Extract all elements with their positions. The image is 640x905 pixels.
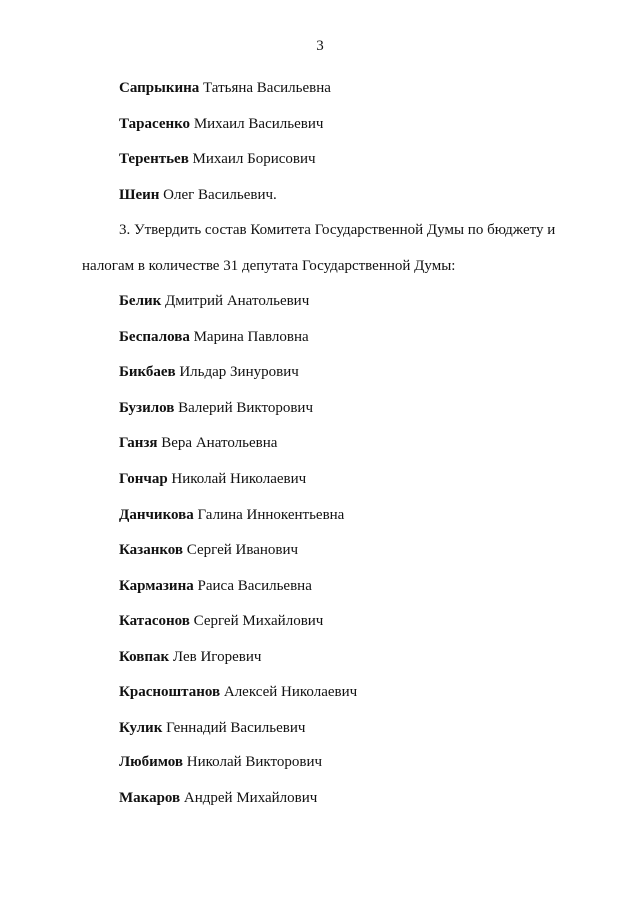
- member-surname: Ганзя: [119, 435, 158, 451]
- member-given-names: Вера Анатольевна: [161, 435, 278, 451]
- member-surname: Бикбаев: [119, 364, 176, 380]
- member-entry: [119, 612, 323, 630]
- member-given-names: Олег Васильевич.: [163, 187, 277, 203]
- member-surname: Бузилов: [119, 400, 175, 416]
- member-surname: Данчикова: [119, 507, 194, 523]
- member-surname: Красноштанов: [119, 684, 221, 700]
- member-given-names: Андрей Михайлович: [183, 790, 318, 806]
- member-entry: [119, 683, 357, 701]
- member-entry: [119, 789, 317, 807]
- member-surname: Макаров: [119, 790, 181, 806]
- member-given-names: Ильдар Зинурович: [179, 364, 299, 380]
- member-given-names: Николай Викторович: [186, 754, 323, 770]
- member-entry: [119, 150, 316, 168]
- member-surname: Гончар: [119, 471, 168, 487]
- member-entry: [119, 328, 309, 346]
- member-given-names: Галина Иннокентьевна: [197, 507, 345, 523]
- member-surname: Любимов: [119, 754, 184, 770]
- member-surname: Беспалова: [119, 329, 190, 345]
- member-entry: [119, 434, 277, 452]
- member-surname: Катасонов: [119, 613, 190, 629]
- member-entry: [119, 470, 306, 488]
- resolution-paragraph-line-1: 3. Утвердить состав Комитета Государственной Думы по бюджету и: [119, 222, 556, 238]
- member-entry: [119, 399, 313, 417]
- member-entry: [119, 292, 309, 310]
- member-entry: [119, 363, 299, 381]
- member-given-names: Марина Павловна: [193, 329, 309, 345]
- member-surname: Ковпак: [119, 649, 170, 665]
- member-entry: [119, 719, 305, 737]
- member-entry: [119, 186, 277, 204]
- member-entry: [119, 577, 312, 595]
- member-surname: Терентьев: [119, 151, 189, 167]
- member-given-names: Дмитрий Анатольевич: [165, 293, 310, 309]
- member-surname: Тарасенко: [119, 116, 191, 132]
- member-given-names: Раиса Васильевна: [197, 578, 312, 594]
- member-entry: [119, 648, 261, 666]
- member-entry: [119, 541, 298, 559]
- page-number: 3: [316, 38, 324, 54]
- member-surname: Белик: [119, 293, 162, 309]
- member-given-names: Николай Николаевич: [171, 471, 307, 487]
- member-surname: Казанков: [119, 542, 184, 558]
- member-entry: [119, 753, 322, 771]
- member-entry: [119, 115, 323, 133]
- member-surname: Кулик: [119, 720, 163, 736]
- member-given-names: Алексей Николаевич: [223, 684, 358, 700]
- member-given-names: Геннадий Васильевич: [166, 720, 306, 736]
- member-surname: Шеин: [119, 187, 160, 203]
- member-given-names: Михаил Васильевич: [193, 116, 324, 132]
- member-given-names: Сергей Иванович: [186, 542, 299, 558]
- member-given-names: Сергей Михайлович: [193, 613, 324, 629]
- member-surname: Сапрыкина: [119, 80, 200, 96]
- member-entry: [119, 79, 331, 97]
- member-given-names: Валерий Викторович: [178, 400, 313, 416]
- member-given-names: Михаил Борисович: [192, 151, 316, 167]
- member-entry: [119, 506, 344, 524]
- member-surname: Кармазина: [119, 578, 194, 594]
- resolution-paragraph-line-2: налогам в количестве 31 депутата Государственной Думы:: [82, 258, 456, 274]
- member-given-names: Татьяна Васильевна: [203, 80, 331, 96]
- member-given-names: Лев Игоревич: [172, 649, 262, 665]
